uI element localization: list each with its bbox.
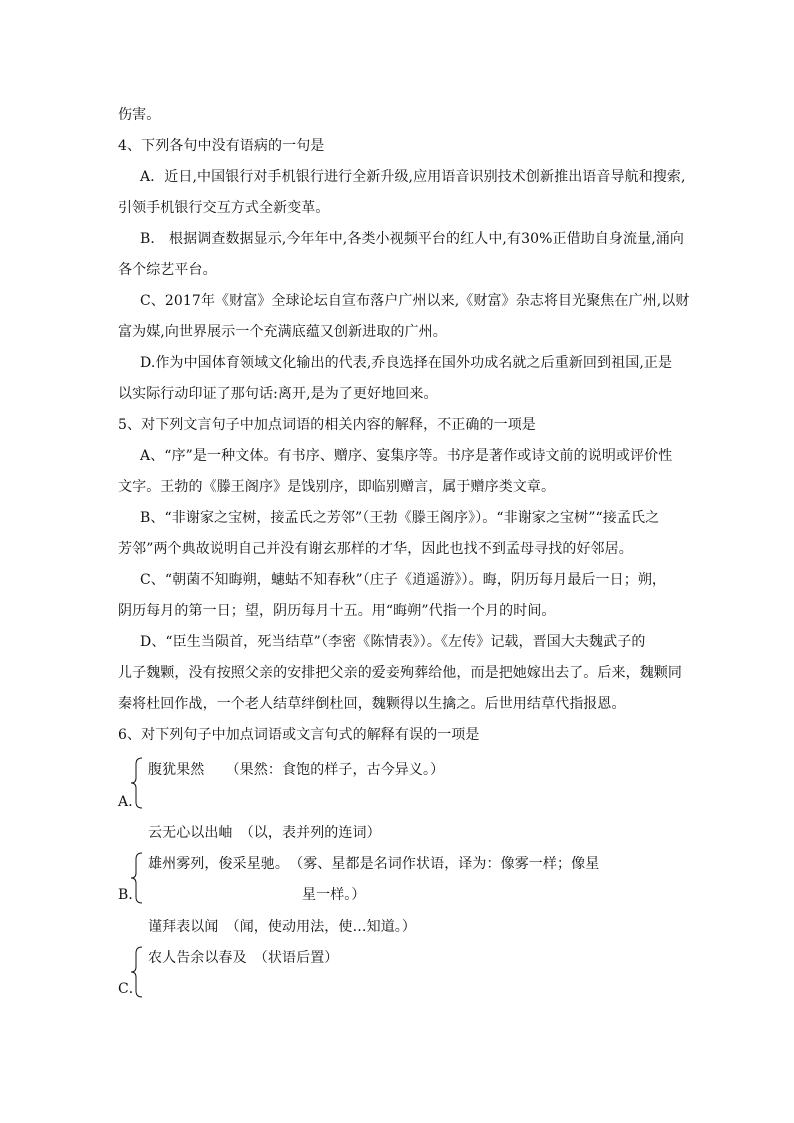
question-6-option-a-item-2: 云无心以出岫 （以，表并列的连词） [148, 825, 381, 841]
question-6-option-b-item-2: 谨拜表以闻 （闻，使动用法，使…知道。） [148, 919, 416, 935]
question-4-option-c-line-1: C、2017年《财富》全球论坛自宣布落户广州以来,《财富》杂志将目光聚焦在广州,以财 [140, 293, 690, 309]
text-line-1: 伤害。 [118, 107, 161, 123]
question-5-option-b-line-1: B、“非谢家之宝树，接孟氏之芳邻”（王勃《滕王阁序》）。“非谢家之宝树”“接孟氏之 [140, 510, 660, 526]
question-6-stem: 6、对下列句子中加点词语或文言句式的解释有误的一项是 [118, 727, 480, 743]
question-5-option-a-line-2: 文字。王勃的《滕王阁序》是饯别序，即临别赠言，属于赠序类文章。 [118, 479, 556, 495]
question-4-option-d-line-1: D.作为中国体育领域文化输出的代表,乔良选择在国外功成名就之后重新回到祖国,正是 [140, 355, 673, 371]
question-6-option-c-label: C． [118, 981, 143, 997]
question-6-option-a-item-1: 腹犹果然 （果然：食饱的样子，古今异义。） [148, 762, 445, 778]
question-4-stem: 4、下列各句中没有语病的一句是 [118, 138, 325, 154]
question-6-option-c-item-1: 农人告余以春及 （状语后置） [148, 950, 339, 966]
question-5-option-d-line-1: D、“臣生当陨首，死当结草”（李密《陈情表》）。《左传》记载，晋国大夫魏武子的 [140, 634, 646, 650]
question-5-option-a-line-1: A、“序”是一种文体。有书序、赠序、宴集序等。书序是著作或诗文前的说明或评价性 [140, 448, 673, 464]
question-5-option-c-line-1: C、“朝菌不知晦朔，蟪蛄不知春秋”（庄子《逍遥游》）。晦，阴历每月最后一日；朔， [140, 572, 667, 588]
question-4-option-a-line-1: A．近日,中国银行对手机银行进行全新升级,应用语音识别技术创新推出语音导航和搜索, [140, 169, 686, 185]
question-6-option-b-item-1-cont: 星一样。） [302, 887, 366, 903]
question-6-option-b-label: B． [118, 887, 143, 903]
question-4-option-c-line-2: 富为媒,向世界展示一个充满底蕴又创新进取的广州。 [118, 324, 447, 340]
question-4-option-b-line-2: 各个综艺平台。 [118, 262, 217, 278]
question-5-option-d-line-3: 秦将杜回作战，一个老人结草绊倒杜回，魏颗得以生擒之。后世用结草代指报恩。 [118, 696, 626, 712]
question-5-option-b-line-2: 芳邻”两个典故说明自己并没有谢玄那样的才华，因此也找不到孟母寻找的好邻居。 [118, 541, 633, 557]
question-5-option-c-line-2: 阴历每月的第一日；望，阴历每月十五。用“晦朔”代指一个月的时间。 [118, 603, 556, 619]
question-6-option-a-label: A． [118, 794, 143, 810]
question-4-option-b-line-1: B． 根据调查数据显示,今年年中,各类小视频平台的红人中,有30%正借助自身流量,涌向 [140, 231, 684, 247]
question-6-option-b-item-1: 雄州雾列，俊采星驰。 （雾、星都是名词作状语，译为：像雾一样；像星 [148, 856, 600, 872]
question-4-option-a-line-2: 引领手机银行交互方式全新变革。 [118, 200, 330, 216]
question-4-option-d-line-2: 以实际行动印证了那句话:离开,是为了更好地回来。 [118, 386, 438, 402]
question-5-stem: 5、对下列文言句子中加点词语的相关内容的解释，不正确的一项是 [118, 417, 536, 433]
question-5-option-d-line-2: 儿子魏颗，没有按照父亲的安排把父亲的爱妾殉葬给他，而是把她嫁出去了。后来，魏颗同 [118, 665, 682, 681]
